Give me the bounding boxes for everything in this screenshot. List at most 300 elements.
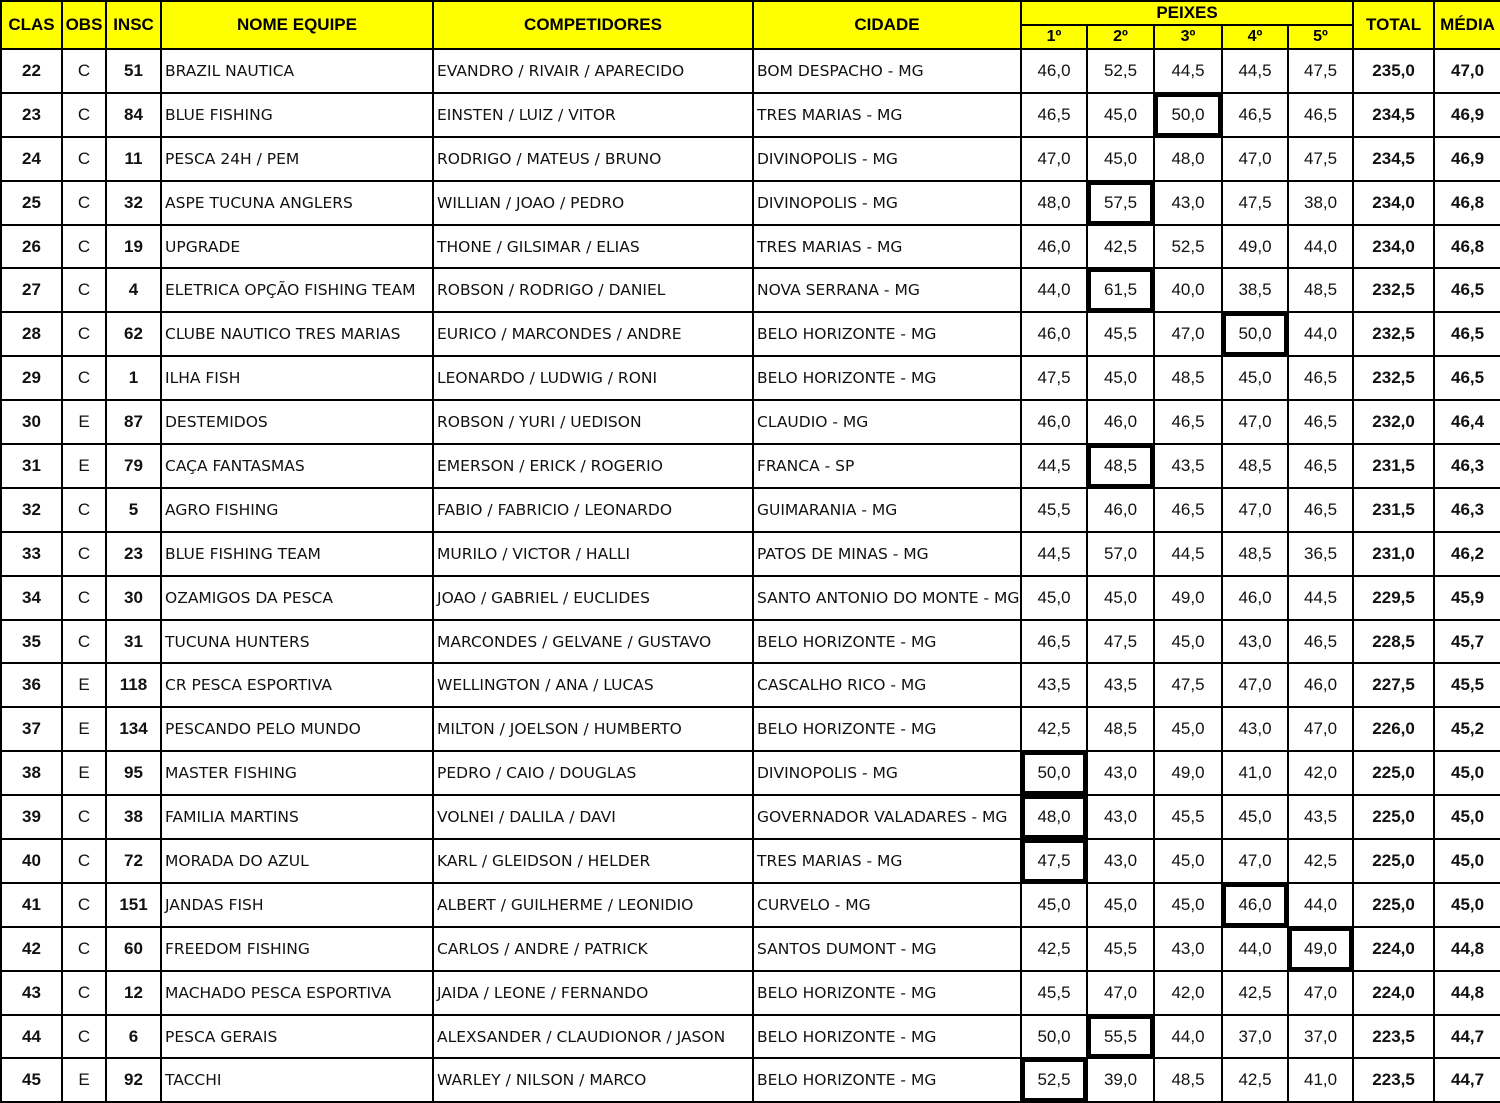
cell-media: 46,9 bbox=[1434, 93, 1500, 137]
cell-fish-3: 44,5 bbox=[1154, 532, 1222, 576]
cell-clas: 41 bbox=[1, 883, 62, 927]
cell-fish-1: 50,0 bbox=[1021, 751, 1087, 795]
cell-fish-2: 52,5 bbox=[1087, 49, 1154, 93]
cell-cidade: BELO HORIZONTE - MG bbox=[753, 1015, 1021, 1059]
cell-fish-2: 57,0 bbox=[1087, 532, 1154, 576]
cell-competidores: THONE / GILSIMAR / ELIAS bbox=[433, 225, 753, 269]
cell-obs: C bbox=[62, 532, 106, 576]
cell-fish-4: 38,5 bbox=[1222, 268, 1288, 312]
cell-fish-4: 48,5 bbox=[1222, 532, 1288, 576]
cell-media: 45,5 bbox=[1434, 663, 1500, 707]
cell-obs: C bbox=[62, 927, 106, 971]
cell-competidores: ROBSON / RODRIGO / DANIEL bbox=[433, 268, 753, 312]
cell-competidores: ALBERT / GUILHERME / LEONIDIO bbox=[433, 883, 753, 927]
cell-fish-2: 45,5 bbox=[1087, 927, 1154, 971]
cell-nome-equipe: BLUE FISHING TEAM bbox=[161, 532, 433, 576]
cell-fish-2: 45,0 bbox=[1087, 883, 1154, 927]
cell-obs: E bbox=[62, 444, 106, 488]
cell-media: 46,8 bbox=[1434, 225, 1500, 269]
cell-cidade: TRES MARIAS - MG bbox=[753, 93, 1021, 137]
cell-fish-5: 47,0 bbox=[1288, 707, 1353, 751]
cell-cidade: CASCALHO RICO - MG bbox=[753, 663, 1021, 707]
cell-fish-3: 48,5 bbox=[1154, 1058, 1222, 1102]
cell-nome-equipe: BLUE FISHING bbox=[161, 93, 433, 137]
cell-fish-1: 44,0 bbox=[1021, 268, 1087, 312]
cell-fish-4: 43,0 bbox=[1222, 620, 1288, 664]
cell-media: 46,3 bbox=[1434, 444, 1500, 488]
cell-fish-3: 49,0 bbox=[1154, 751, 1222, 795]
cell-media: 46,4 bbox=[1434, 400, 1500, 444]
cell-cidade: DIVINOPOLIS - MG bbox=[753, 137, 1021, 181]
cell-insc: 11 bbox=[106, 137, 161, 181]
cell-fish-1: 45,0 bbox=[1021, 883, 1087, 927]
cell-insc: 134 bbox=[106, 707, 161, 751]
cell-fish-4: 47,0 bbox=[1222, 137, 1288, 181]
cell-cidade: DIVINOPOLIS - MG bbox=[753, 181, 1021, 225]
cell-insc: 12 bbox=[106, 971, 161, 1015]
cell-fish-5: 42,0 bbox=[1288, 751, 1353, 795]
header-fish-5: 5º bbox=[1288, 25, 1353, 49]
cell-clas: 25 bbox=[1, 181, 62, 225]
cell-fish-5: 42,5 bbox=[1288, 839, 1353, 883]
cell-fish-4: 44,5 bbox=[1222, 49, 1288, 93]
cell-nome-equipe: TACCHI bbox=[161, 1058, 433, 1102]
cell-competidores: LEONARDO / LUDWIG / RONI bbox=[433, 356, 753, 400]
cell-fish-2: 45,0 bbox=[1087, 356, 1154, 400]
cell-fish-5: 44,0 bbox=[1288, 225, 1353, 269]
cell-insc: 5 bbox=[106, 488, 161, 532]
cell-competidores: ALEXSANDER / CLAUDIONOR / JASON bbox=[433, 1015, 753, 1059]
cell-insc: 87 bbox=[106, 400, 161, 444]
cell-fish-4: 47,0 bbox=[1222, 663, 1288, 707]
cell-clas: 44 bbox=[1, 1015, 62, 1059]
cell-competidores: PEDRO / CAIO / DOUGLAS bbox=[433, 751, 753, 795]
cell-insc: 4 bbox=[106, 268, 161, 312]
cell-total: 234,0 bbox=[1353, 181, 1434, 225]
cell-insc: 6 bbox=[106, 1015, 161, 1059]
cell-fish-3: 48,0 bbox=[1154, 137, 1222, 181]
cell-nome-equipe: JANDAS FISH bbox=[161, 883, 433, 927]
cell-cidade: BELO HORIZONTE - MG bbox=[753, 707, 1021, 751]
cell-obs: C bbox=[62, 181, 106, 225]
cell-nome-equipe: PESCA 24H / PEM bbox=[161, 137, 433, 181]
cell-fish-1: 46,0 bbox=[1021, 400, 1087, 444]
cell-clas: 38 bbox=[1, 751, 62, 795]
cell-fish-5: 46,5 bbox=[1288, 400, 1353, 444]
cell-obs: C bbox=[62, 93, 106, 137]
table-row bbox=[1, 883, 1500, 927]
cell-fish-2: 43,0 bbox=[1087, 795, 1154, 839]
cell-obs: C bbox=[62, 356, 106, 400]
cell-fish-3: 43,0 bbox=[1154, 927, 1222, 971]
cell-fish-4: 42,5 bbox=[1222, 971, 1288, 1015]
cell-clas: 26 bbox=[1, 225, 62, 269]
cell-total: 232,5 bbox=[1353, 312, 1434, 356]
cell-fish-3: 46,5 bbox=[1154, 488, 1222, 532]
cell-fish-1: 46,5 bbox=[1021, 620, 1087, 664]
table-body bbox=[1, 49, 1500, 1102]
cell-nome-equipe: ASPE TUCUNA ANGLERS bbox=[161, 181, 433, 225]
header-total: TOTAL bbox=[1353, 1, 1434, 49]
cell-media: 46,9 bbox=[1434, 137, 1500, 181]
cell-fish-3: 45,5 bbox=[1154, 795, 1222, 839]
cell-clas: 28 bbox=[1, 312, 62, 356]
cell-fish-3: 40,0 bbox=[1154, 268, 1222, 312]
cell-total: 228,5 bbox=[1353, 620, 1434, 664]
cell-obs: C bbox=[62, 971, 106, 1015]
cell-cidade: SANTOS DUMONT - MG bbox=[753, 927, 1021, 971]
cell-fish-5: 37,0 bbox=[1288, 1015, 1353, 1059]
cell-fish-1: 52,5 bbox=[1021, 1058, 1087, 1102]
cell-fish-3: 45,0 bbox=[1154, 883, 1222, 927]
cell-fish-3: 45,0 bbox=[1154, 620, 1222, 664]
cell-fish-1: 48,0 bbox=[1021, 795, 1087, 839]
cell-obs: C bbox=[62, 620, 106, 664]
cell-competidores: KARL / GLEIDSON / HELDER bbox=[433, 839, 753, 883]
cell-clas: 37 bbox=[1, 707, 62, 751]
cell-fish-3: 49,0 bbox=[1154, 576, 1222, 620]
cell-fish-2: 57,5 bbox=[1087, 181, 1154, 225]
header-insc: INSC bbox=[106, 1, 161, 49]
cell-competidores: MILTON / JOELSON / HUMBERTO bbox=[433, 707, 753, 751]
table-row bbox=[1, 49, 1500, 93]
cell-fish-4: 44,0 bbox=[1222, 927, 1288, 971]
cell-insc: 30 bbox=[106, 576, 161, 620]
cell-obs: E bbox=[62, 663, 106, 707]
cell-nome-equipe: TUCUNA HUNTERS bbox=[161, 620, 433, 664]
table-row bbox=[1, 707, 1500, 751]
cell-insc: 79 bbox=[106, 444, 161, 488]
cell-competidores: EMERSON / ERICK / ROGERIO bbox=[433, 444, 753, 488]
cell-obs: E bbox=[62, 1058, 106, 1102]
header-obs: OBS bbox=[62, 1, 106, 49]
cell-fish-4: 48,5 bbox=[1222, 444, 1288, 488]
cell-fish-1: 44,5 bbox=[1021, 532, 1087, 576]
cell-nome-equipe: CR PESCA ESPORTIVA bbox=[161, 663, 433, 707]
cell-total: 235,0 bbox=[1353, 49, 1434, 93]
cell-fish-3: 43,0 bbox=[1154, 181, 1222, 225]
table-row bbox=[1, 400, 1500, 444]
cell-fish-3: 44,5 bbox=[1154, 49, 1222, 93]
cell-fish-5: 44,5 bbox=[1288, 576, 1353, 620]
table-row bbox=[1, 93, 1500, 137]
header-media: MÉDIA bbox=[1434, 1, 1500, 49]
cell-clas: 40 bbox=[1, 839, 62, 883]
cell-clas: 42 bbox=[1, 927, 62, 971]
cell-total: 232,0 bbox=[1353, 400, 1434, 444]
cell-fish-2: 55,5 bbox=[1087, 1015, 1154, 1059]
cell-competidores: WILLIAN / JOAO / PEDRO bbox=[433, 181, 753, 225]
table-row bbox=[1, 268, 1500, 312]
cell-fish-3: 48,5 bbox=[1154, 356, 1222, 400]
cell-fish-2: 46,0 bbox=[1087, 400, 1154, 444]
cell-cidade: TRES MARIAS - MG bbox=[753, 225, 1021, 269]
cell-insc: 32 bbox=[106, 181, 161, 225]
cell-insc: 95 bbox=[106, 751, 161, 795]
header-cidade: CIDADE bbox=[753, 1, 1021, 49]
cell-media: 46,2 bbox=[1434, 532, 1500, 576]
cell-obs: C bbox=[62, 312, 106, 356]
cell-fish-1: 47,0 bbox=[1021, 137, 1087, 181]
cell-fish-3: 44,0 bbox=[1154, 1015, 1222, 1059]
cell-insc: 118 bbox=[106, 663, 161, 707]
cell-insc: 38 bbox=[106, 795, 161, 839]
cell-fish-5: 38,0 bbox=[1288, 181, 1353, 225]
cell-fish-1: 42,5 bbox=[1021, 707, 1087, 751]
cell-competidores: MARCONDES / GELVANE / GUSTAVO bbox=[433, 620, 753, 664]
table-row bbox=[1, 620, 1500, 664]
cell-clas: 24 bbox=[1, 137, 62, 181]
cell-fish-1: 45,0 bbox=[1021, 576, 1087, 620]
cell-media: 45,2 bbox=[1434, 707, 1500, 751]
cell-fish-3: 45,0 bbox=[1154, 707, 1222, 751]
cell-insc: 19 bbox=[106, 225, 161, 269]
cell-fish-2: 48,5 bbox=[1087, 707, 1154, 751]
cell-fish-4: 43,0 bbox=[1222, 707, 1288, 751]
cell-fish-2: 43,0 bbox=[1087, 839, 1154, 883]
cell-competidores: RODRIGO / MATEUS / BRUNO bbox=[433, 137, 753, 181]
cell-competidores: EVANDRO / RIVAIR / APARECIDO bbox=[433, 49, 753, 93]
cell-nome-equipe: ILHA FISH bbox=[161, 356, 433, 400]
cell-media: 47,0 bbox=[1434, 49, 1500, 93]
cell-competidores: MURILO / VICTOR / HALLI bbox=[433, 532, 753, 576]
cell-fish-1: 46,0 bbox=[1021, 225, 1087, 269]
cell-nome-equipe: FREEDOM FISHING bbox=[161, 927, 433, 971]
cell-competidores: JAIDA / LEONE / FERNANDO bbox=[433, 971, 753, 1015]
cell-fish-4: 41,0 bbox=[1222, 751, 1288, 795]
cell-competidores: CARLOS / ANDRE / PATRICK bbox=[433, 927, 753, 971]
cell-fish-5: 46,0 bbox=[1288, 663, 1353, 707]
cell-fish-1: 50,0 bbox=[1021, 1015, 1087, 1059]
cell-cidade: GUIMARANIA - MG bbox=[753, 488, 1021, 532]
cell-fish-5: 43,5 bbox=[1288, 795, 1353, 839]
table-row bbox=[1, 225, 1500, 269]
cell-cidade: DIVINOPOLIS - MG bbox=[753, 751, 1021, 795]
cell-obs: E bbox=[62, 707, 106, 751]
cell-cidade: TRES MARIAS - MG bbox=[753, 839, 1021, 883]
cell-media: 44,8 bbox=[1434, 971, 1500, 1015]
cell-clas: 27 bbox=[1, 268, 62, 312]
cell-competidores: JOAO / GABRIEL / EUCLIDES bbox=[433, 576, 753, 620]
cell-media: 44,7 bbox=[1434, 1058, 1500, 1102]
cell-obs: C bbox=[62, 268, 106, 312]
cell-fish-4: 46,0 bbox=[1222, 883, 1288, 927]
cell-media: 45,0 bbox=[1434, 883, 1500, 927]
cell-nome-equipe: AGRO FISHING bbox=[161, 488, 433, 532]
cell-media: 46,5 bbox=[1434, 356, 1500, 400]
cell-nome-equipe: ELETRICA OPÇÃO FISHING TEAM bbox=[161, 268, 433, 312]
cell-competidores: ROBSON / YURI / UEDISON bbox=[433, 400, 753, 444]
header-peixes: PEIXES bbox=[1021, 1, 1353, 25]
cell-fish-1: 46,5 bbox=[1021, 93, 1087, 137]
cell-clas: 29 bbox=[1, 356, 62, 400]
cell-fish-4: 46,0 bbox=[1222, 576, 1288, 620]
cell-fish-5: 47,0 bbox=[1288, 971, 1353, 1015]
cell-competidores: EURICO / MARCONDES / ANDRE bbox=[433, 312, 753, 356]
cell-fish-2: 45,0 bbox=[1087, 137, 1154, 181]
cell-nome-equipe: MASTER FISHING bbox=[161, 751, 433, 795]
cell-fish-3: 46,5 bbox=[1154, 400, 1222, 444]
cell-nome-equipe: FAMILIA MARTINS bbox=[161, 795, 433, 839]
cell-total: 231,0 bbox=[1353, 532, 1434, 576]
cell-nome-equipe: BRAZIL NAUTICA bbox=[161, 49, 433, 93]
cell-clas: 39 bbox=[1, 795, 62, 839]
cell-media: 46,5 bbox=[1434, 312, 1500, 356]
cell-fish-5: 46,5 bbox=[1288, 488, 1353, 532]
cell-fish-2: 47,5 bbox=[1087, 620, 1154, 664]
cell-nome-equipe: CAÇA FANTASMAS bbox=[161, 444, 433, 488]
cell-fish-5: 47,5 bbox=[1288, 137, 1353, 181]
cell-fish-4: 47,5 bbox=[1222, 181, 1288, 225]
table-row bbox=[1, 927, 1500, 971]
cell-fish-2: 47,0 bbox=[1087, 971, 1154, 1015]
cell-clas: 22 bbox=[1, 49, 62, 93]
cell-competidores: WARLEY / NILSON / MARCO bbox=[433, 1058, 753, 1102]
cell-cidade: BOM DESPACHO - MG bbox=[753, 49, 1021, 93]
cell-fish-1: 45,5 bbox=[1021, 971, 1087, 1015]
table-row bbox=[1, 663, 1500, 707]
cell-cidade: PATOS DE MINAS - MG bbox=[753, 532, 1021, 576]
cell-fish-1: 43,5 bbox=[1021, 663, 1087, 707]
cell-fish-4: 47,0 bbox=[1222, 400, 1288, 444]
cell-fish-4: 47,0 bbox=[1222, 488, 1288, 532]
table-row bbox=[1, 1015, 1500, 1059]
cell-fish-4: 46,5 bbox=[1222, 93, 1288, 137]
cell-total: 225,0 bbox=[1353, 839, 1434, 883]
cell-media: 45,0 bbox=[1434, 795, 1500, 839]
cell-fish-5: 44,0 bbox=[1288, 312, 1353, 356]
cell-insc: 1 bbox=[106, 356, 161, 400]
table-row bbox=[1, 488, 1500, 532]
cell-clas: 23 bbox=[1, 93, 62, 137]
cell-clas: 35 bbox=[1, 620, 62, 664]
cell-clas: 36 bbox=[1, 663, 62, 707]
cell-nome-equipe: DESTEMIDOS bbox=[161, 400, 433, 444]
cell-obs: C bbox=[62, 839, 106, 883]
cell-competidores: FABIO / FABRICIO / LEONARDO bbox=[433, 488, 753, 532]
cell-total: 234,5 bbox=[1353, 137, 1434, 181]
cell-media: 44,8 bbox=[1434, 927, 1500, 971]
cell-nome-equipe: CLUBE NAUTICO TRES MARIAS bbox=[161, 312, 433, 356]
cell-competidores: VOLNEI / DALILA / DAVI bbox=[433, 795, 753, 839]
cell-insc: 23 bbox=[106, 532, 161, 576]
cell-nome-equipe: PESCA GERAIS bbox=[161, 1015, 433, 1059]
cell-total: 224,0 bbox=[1353, 927, 1434, 971]
cell-fish-3: 47,5 bbox=[1154, 663, 1222, 707]
table-row bbox=[1, 532, 1500, 576]
cell-cidade: BELO HORIZONTE - MG bbox=[753, 971, 1021, 1015]
cell-obs: C bbox=[62, 576, 106, 620]
table-row bbox=[1, 181, 1500, 225]
cell-media: 46,8 bbox=[1434, 181, 1500, 225]
header-competidores: COMPETIDORES bbox=[433, 1, 753, 49]
cell-cidade: BELO HORIZONTE - MG bbox=[753, 1058, 1021, 1102]
cell-fish-5: 41,0 bbox=[1288, 1058, 1353, 1102]
cell-fish-2: 39,0 bbox=[1087, 1058, 1154, 1102]
cell-insc: 151 bbox=[106, 883, 161, 927]
cell-total: 231,5 bbox=[1353, 444, 1434, 488]
cell-fish-1: 42,5 bbox=[1021, 927, 1087, 971]
header-fish-1: 1º bbox=[1021, 25, 1087, 49]
cell-obs: E bbox=[62, 400, 106, 444]
cell-nome-equipe: MACHADO PESCA ESPORTIVA bbox=[161, 971, 433, 1015]
cell-insc: 31 bbox=[106, 620, 161, 664]
cell-clas: 43 bbox=[1, 971, 62, 1015]
cell-competidores: WELLINGTON / ANA / LUCAS bbox=[433, 663, 753, 707]
cell-media: 45,0 bbox=[1434, 839, 1500, 883]
cell-fish-3: 47,0 bbox=[1154, 312, 1222, 356]
cell-clas: 30 bbox=[1, 400, 62, 444]
cell-nome-equipe: UPGRADE bbox=[161, 225, 433, 269]
table-row bbox=[1, 1058, 1500, 1102]
cell-obs: C bbox=[62, 49, 106, 93]
header-fish-3: 3º bbox=[1154, 25, 1222, 49]
table-row bbox=[1, 444, 1500, 488]
cell-obs: C bbox=[62, 137, 106, 181]
cell-fish-5: 46,5 bbox=[1288, 620, 1353, 664]
cell-fish-1: 46,0 bbox=[1021, 312, 1087, 356]
cell-total: 229,5 bbox=[1353, 576, 1434, 620]
cell-fish-5: 44,0 bbox=[1288, 883, 1353, 927]
cell-cidade: SANTO ANTONIO DO MONTE - MG bbox=[753, 576, 1021, 620]
cell-total: 231,5 bbox=[1353, 488, 1434, 532]
cell-fish-5: 49,0 bbox=[1288, 927, 1353, 971]
cell-clas: 31 bbox=[1, 444, 62, 488]
header-fish-4: 4º bbox=[1222, 25, 1288, 49]
cell-cidade: BELO HORIZONTE - MG bbox=[753, 356, 1021, 400]
cell-obs: E bbox=[62, 751, 106, 795]
cell-nome-equipe: PESCANDO PELO MUNDO bbox=[161, 707, 433, 751]
cell-obs: C bbox=[62, 1015, 106, 1059]
cell-cidade: CURVELO - MG bbox=[753, 883, 1021, 927]
cell-fish-2: 61,5 bbox=[1087, 268, 1154, 312]
cell-clas: 32 bbox=[1, 488, 62, 532]
cell-fish-1: 48,0 bbox=[1021, 181, 1087, 225]
cell-clas: 45 bbox=[1, 1058, 62, 1102]
cell-obs: C bbox=[62, 795, 106, 839]
table-row bbox=[1, 356, 1500, 400]
cell-fish-3: 50,0 bbox=[1154, 93, 1222, 137]
cell-obs: C bbox=[62, 488, 106, 532]
cell-insc: 92 bbox=[106, 1058, 161, 1102]
cell-fish-2: 48,5 bbox=[1087, 444, 1154, 488]
cell-media: 46,5 bbox=[1434, 268, 1500, 312]
cell-fish-2: 43,0 bbox=[1087, 751, 1154, 795]
cell-insc: 84 bbox=[106, 93, 161, 137]
table-row bbox=[1, 839, 1500, 883]
cell-nome-equipe: OZAMIGOS DA PESCA bbox=[161, 576, 433, 620]
cell-fish-4: 50,0 bbox=[1222, 312, 1288, 356]
cell-media: 45,7 bbox=[1434, 620, 1500, 664]
cell-cidade: NOVA SERRANA - MG bbox=[753, 268, 1021, 312]
cell-insc: 51 bbox=[106, 49, 161, 93]
cell-total: 227,5 bbox=[1353, 663, 1434, 707]
cell-insc: 72 bbox=[106, 839, 161, 883]
cell-total: 225,0 bbox=[1353, 751, 1434, 795]
cell-total: 223,5 bbox=[1353, 1058, 1434, 1102]
table-row bbox=[1, 576, 1500, 620]
cell-fish-3: 42,0 bbox=[1154, 971, 1222, 1015]
cell-clas: 34 bbox=[1, 576, 62, 620]
table-header bbox=[1, 1, 1500, 49]
cell-fish-3: 45,0 bbox=[1154, 839, 1222, 883]
cell-media: 46,3 bbox=[1434, 488, 1500, 532]
cell-fish-4: 42,5 bbox=[1222, 1058, 1288, 1102]
cell-fish-2: 43,5 bbox=[1087, 663, 1154, 707]
cell-total: 232,5 bbox=[1353, 356, 1434, 400]
cell-fish-2: 42,5 bbox=[1087, 225, 1154, 269]
cell-insc: 62 bbox=[106, 312, 161, 356]
